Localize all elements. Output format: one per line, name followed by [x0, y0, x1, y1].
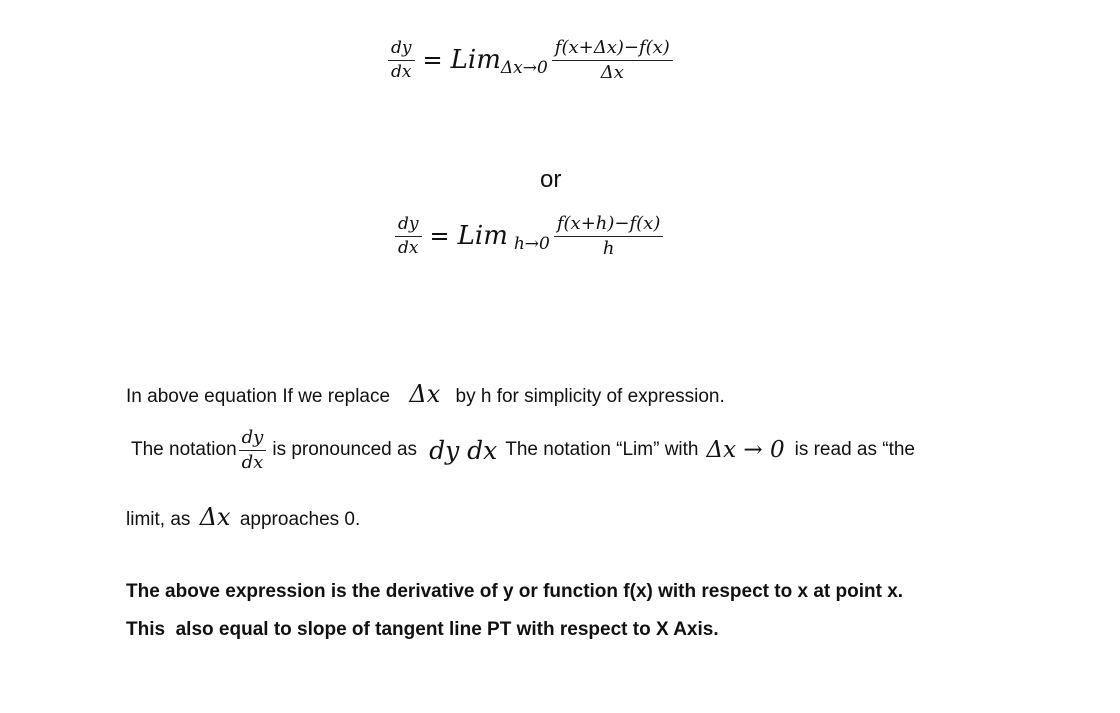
- delta-x-symbol: Δx: [409, 380, 441, 408]
- difference-quotient: [552, 38, 673, 83]
- limit-subscript: h→0: [513, 234, 550, 255]
- fraction-denominator: Δx: [600, 61, 624, 83]
- notation-paragraph: [131, 428, 915, 473]
- paragraph-text: is read as “the: [794, 439, 916, 461]
- fraction-numerator: f(x+h)−f(x): [554, 214, 663, 237]
- equals-sign: =: [422, 46, 443, 75]
- limit-symbol: Lim: [450, 45, 501, 76]
- paragraph-text: The notation: [131, 439, 237, 461]
- paragraph-text: In above equation If we replace: [126, 386, 391, 407]
- dy-dx-pronounced: dy dx: [429, 435, 498, 465]
- equation-delta-x: [388, 38, 673, 83]
- dy-dx-inline-fraction: [239, 428, 267, 473]
- paragraph-text: The notation “Lim” with: [505, 439, 699, 461]
- slope-statement: This also equal to slope of tangent line PT with respect to X Axis.: [126, 619, 719, 640]
- fraction-numerator: dy: [388, 39, 415, 61]
- or-separator: or: [540, 166, 562, 193]
- difference-quotient: [554, 214, 663, 259]
- fraction-numerator: dy: [239, 428, 267, 451]
- paragraph-text: approaches 0.: [239, 509, 361, 530]
- delta-x-symbol: Δx: [199, 503, 231, 531]
- paragraph-text: limit, as: [126, 509, 191, 530]
- limit-subscript: Δx→0: [500, 58, 548, 79]
- paragraph-text: by h for simplicity of expression.: [455, 386, 725, 407]
- fraction-denominator: dx: [398, 237, 419, 258]
- delta-x-to-zero: Δx → 0: [706, 437, 785, 464]
- fraction-denominator: h: [602, 237, 615, 259]
- fraction-denominator: dx: [241, 451, 264, 473]
- dy-dx-fraction: [395, 215, 422, 257]
- fraction-numerator: f(x+Δx)−f(x): [552, 38, 673, 61]
- limit-symbol: Lim: [457, 221, 508, 252]
- notation-paragraph-continued: [126, 503, 360, 531]
- replace-paragraph: [126, 380, 725, 408]
- equation-h: [395, 214, 663, 259]
- fraction-numerator: dy: [395, 215, 422, 237]
- derivative-statement: The above expression is the derivative of y or function f(x) with respect to x at point x.: [126, 581, 904, 602]
- paragraph-text: is pronounced as: [272, 439, 418, 461]
- equals-sign: =: [429, 222, 450, 251]
- fraction-denominator: dx: [391, 61, 412, 82]
- dy-dx-fraction: [388, 39, 415, 81]
